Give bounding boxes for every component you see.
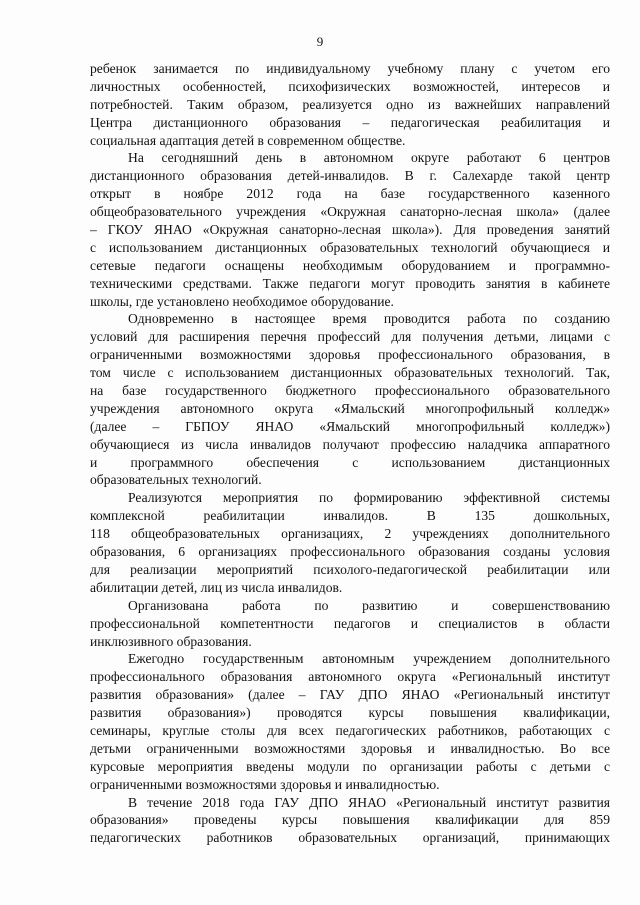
text-line: с использованием дистанционных образовательных технологий обучающиеся и xyxy=(90,239,610,255)
text-line: и программного обеспечения с использованием дистанционных xyxy=(90,454,610,470)
text-line: Организована работа по развитию и совершенствованию xyxy=(128,597,610,613)
text-line: (далее – ГБПОУ ЯНАО «Ямальский многопрофильный колледж») xyxy=(90,418,610,434)
text-line: Одновременно в настоящее время проводится работа по созданию xyxy=(128,311,610,327)
paragraph xyxy=(90,794,610,848)
text-line: обучающиеся из числа инвалидов получают профессию наладчика аппаратного xyxy=(90,436,610,452)
text-line: инклюзивного образования. xyxy=(90,633,252,649)
text-line: Реализуются мероприятия по формированию эффективной системы xyxy=(128,490,610,506)
text-line: на базе государственного бюджетного профессионального образовательного xyxy=(90,383,610,399)
body-text xyxy=(90,60,610,847)
text-line: 118 общеобразовательных организациях, 2 учреждениях дополнительного xyxy=(90,526,610,542)
text-line: педагогических работников образовательных организаций, принимающих xyxy=(90,830,610,846)
text-line: ребенок занимается по индивидуальному учебному плану с учетом его xyxy=(90,61,610,76)
text-line: образования» проведены курсы повышения квалификации для 859 xyxy=(90,812,610,828)
text-line: том числе с использованием дистанционных образовательных технологий. Так, xyxy=(90,365,610,381)
text-line: дистанционного образования детей-инвалидов. В г. Салехарде такой центр xyxy=(90,168,610,184)
text-line: общеобразовательного учреждения «Окружная санаторно-лесная школа» (далее xyxy=(90,204,610,220)
text-line: развития образования» (далее – ГАУ ДПО ЯНАО «Региональный институт xyxy=(90,687,610,703)
text-line: На сегодняшний день в автономном округе работают 6 центров xyxy=(128,150,610,166)
paragraph xyxy=(90,597,610,651)
text-line: техническими средствами. Также педагоги могут проводить занятия в кабинете xyxy=(90,275,610,291)
text-line: условий для расширения перечня профессий для получения детьми, лицами с xyxy=(90,329,610,345)
text-line: профессиональной компетентности педагогов и специалистов в области xyxy=(90,615,610,631)
paragraph xyxy=(90,489,610,596)
text-line: развития образования») проводятся курсы повышения квалификации, xyxy=(90,705,610,721)
text-line: детьми ограниченными возможностями здоровья и инвалидностью. Во все xyxy=(90,740,610,756)
text-line: ограниченными возможностями здоровья и инвалидностью. xyxy=(90,776,440,792)
text-line: – ГКОУ ЯНАО «Окружная санаторно-лесная школа»). Для проведения занятий xyxy=(90,222,610,238)
text-line: сетевые педагоги оснащены необходимым оборудованием и программно- xyxy=(90,257,610,273)
text-line: Центра дистанционного образования – педагогическая реабилитация и xyxy=(90,114,610,130)
text-line: семинары, круглые столы для всех педагогических работников, работающих с xyxy=(90,722,610,738)
text-line: курсовые мероприятия введены модули по организации работы с детьми с xyxy=(90,758,610,774)
text-line: социальная адаптация детей в современном обществе. xyxy=(90,132,406,148)
text-line: абилитации детей, лиц из числа инвалидов. xyxy=(90,579,343,595)
text-line: образования, 6 организациях профессионального образования созданы условия xyxy=(90,544,610,560)
text-line: школы, где установлено необходимое оборудование. xyxy=(90,293,394,309)
page-number: 9 xyxy=(316,34,324,49)
text-line: образовательных технологий. xyxy=(90,472,262,488)
text-line: профессионального образования автономного округа «Региональный институт xyxy=(90,669,610,685)
paragraph xyxy=(90,650,610,793)
text-line: комплексной реабилитации инвалидов. В 135 дошкольных, xyxy=(90,508,610,524)
text-line: В течение 2018 года ГАУ ДПО ЯНАО «Региональный институт развития xyxy=(128,794,610,810)
text-line: потребностей. Таким образом, реализуется одно из важнейших направлений xyxy=(90,96,610,112)
text-line: для реализации мероприятий психолого-педагогической реабилитации или xyxy=(90,561,610,577)
paragraph xyxy=(90,60,610,149)
text-line: личностных особенностей, психофизических возможностей, интересов и xyxy=(90,78,610,94)
text-line: учреждения автономного округа «Ямальский многопрофильный колледж» xyxy=(90,400,610,416)
text-line: ограниченными возможностями здоровья профессионального образования, в xyxy=(90,347,610,363)
text-line: Ежегодно государственным автономным учреждением дополнительного xyxy=(128,651,610,667)
text-line: открыт в ноябре 2012 года на базе государственного казенного xyxy=(90,186,610,202)
paragraph xyxy=(90,149,610,310)
paragraph xyxy=(90,310,610,489)
